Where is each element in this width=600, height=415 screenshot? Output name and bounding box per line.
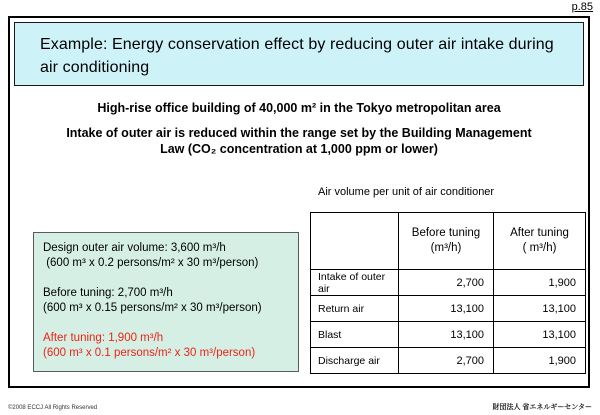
organization-name: 財団法人 省エネルギーセンター (492, 404, 592, 411)
after-tuning-line2: (600 m³ x 0.1 persons/m² x 30 m³/person) (43, 347, 256, 359)
table-header-row (311, 213, 586, 270)
before-value: 2,700 (399, 348, 494, 374)
slide-frame (8, 16, 590, 388)
table-row-intake (311, 270, 586, 296)
air-volume-table (310, 212, 586, 374)
slide-title: Example: Energy conservation effect by reducing outer air intake during air conditioning (40, 36, 554, 76)
header-cell-after-tuning (494, 213, 586, 270)
before-value: 2,700 (399, 270, 494, 296)
before-tuning-group (43, 286, 294, 316)
slide-title-box (14, 22, 584, 86)
copyright-text: ©2008 ECCJ All Rights Reserved (8, 405, 98, 411)
row-label: Intake of outer air (311, 270, 399, 296)
table-row-blast (311, 322, 586, 348)
heading-intake-reduction: Intake of outer air is reduced within the range set by the Building Management Law (CO₂ concentration at 1,000 ppm or lower) (66, 126, 532, 156)
header-cell-empty (311, 213, 399, 270)
row-label: Blast (311, 322, 399, 348)
before-tuning-line2: (600 m³ x 0.15 persons/m² x 30 m³/person) (43, 302, 262, 314)
header-cell-before-tuning (399, 213, 494, 270)
header-after-line1: After tuning (510, 227, 569, 240)
before-tuning-line1: Before tuning: 2,700 m³/h (43, 287, 173, 299)
heading-building: High-rise office building of 40,000 m² in the Tokyo metropolitan area (97, 101, 501, 115)
after-value: 1,900 (494, 348, 586, 374)
before-value: 13,100 (399, 322, 494, 348)
table-row-discharge-air (311, 348, 586, 374)
header-before-line2: (m³/h) (430, 242, 462, 254)
before-value: 13,100 (399, 296, 494, 322)
after-tuning-group (43, 331, 294, 361)
page-number: p.85 (571, 1, 593, 13)
row-label: Discharge air (311, 348, 399, 374)
header-before-line1: Before tuning (411, 227, 481, 240)
header-after-line2: ( m³/h) (522, 242, 557, 254)
table-caption: Air volume per unit of air conditioner (318, 186, 495, 198)
after-value: 13,100 (494, 296, 586, 322)
after-value: 1,900 (494, 270, 586, 296)
calculation-info-box (33, 232, 299, 372)
after-tuning-line1: After tuning: 1,900 m³/h (43, 332, 164, 344)
row-label: Return air (311, 296, 399, 322)
design-volume-group (43, 241, 294, 271)
design-volume-line1: Design outer air volume: 3,600 m³/h (43, 242, 226, 254)
table-row-return-air (311, 296, 586, 322)
design-volume-line2: (600 m³ x 0.2 persons/m² x 30 m³/person) (43, 257, 259, 269)
after-value: 13,100 (494, 322, 586, 348)
